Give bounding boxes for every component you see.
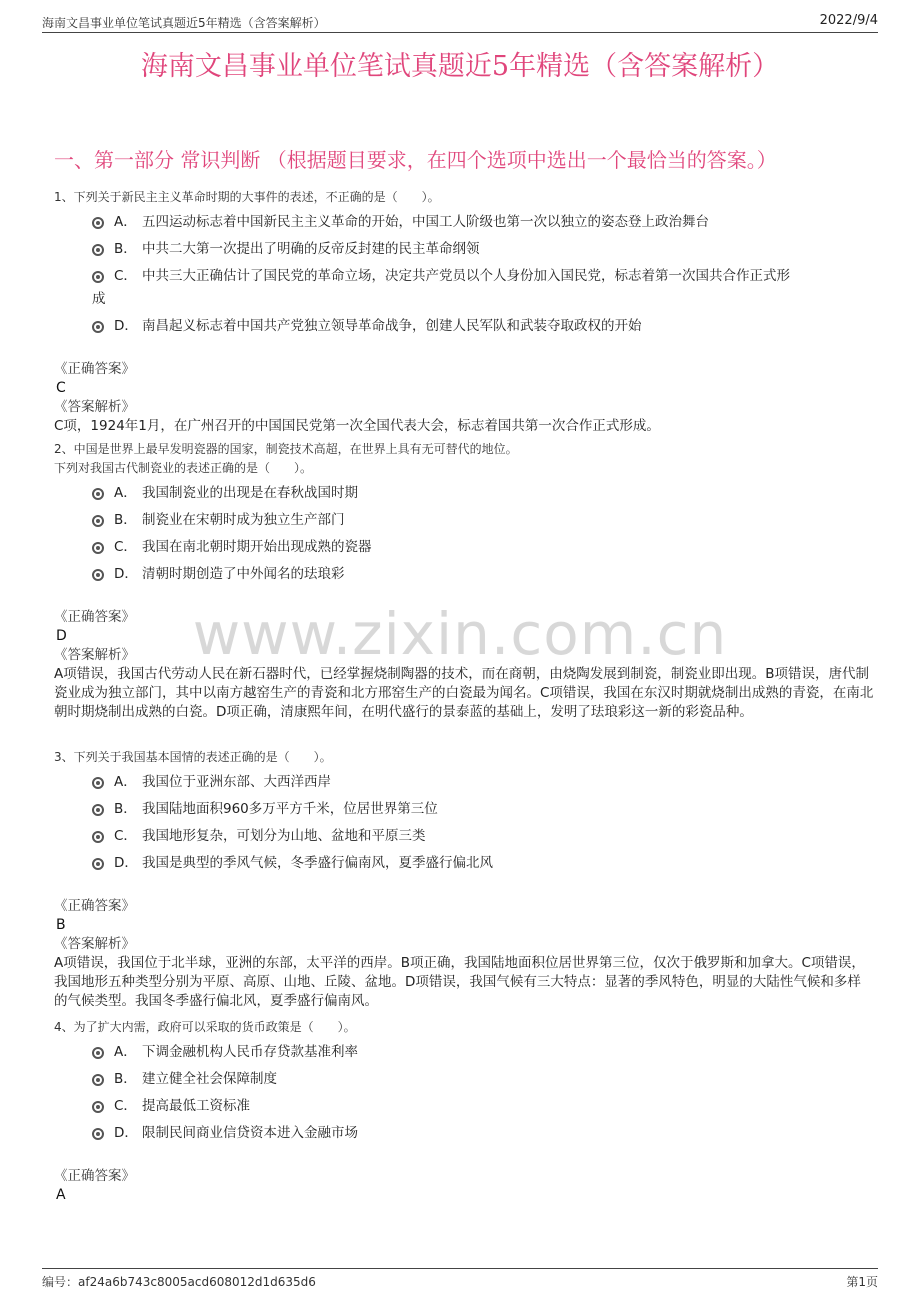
radio-icon[interactable] [92,1101,104,1113]
question-stem-2: 下列对我国古代制瓷业的表述正确的是（ ）。 [54,461,313,475]
question-1 [54,188,874,436]
radio-icon[interactable] [92,1074,104,1086]
header-title: 海南文昌事业单位笔试真题近5年精选（含答案解析） [42,16,326,30]
question-stem: 2、中国是世界上最早发明瓷器的国家，制瓷技术高超，在世界上具有无可替代的地位。 [54,442,518,456]
radio-icon[interactable] [92,831,104,843]
option-c[interactable] [54,536,874,559]
question-stem: 1、下列关于新民主主义革命时期的大事件的表述，不正确的是（ ）。 [54,190,440,204]
option-key: C． [114,539,137,555]
analysis-label: 《答案解析》 [54,647,135,663]
option-a[interactable] [54,211,874,234]
radio-icon[interactable] [92,542,104,554]
correct-answer: C [56,380,66,396]
answer-label: 《正确答案》 [54,898,135,914]
radio-icon[interactable] [92,777,104,789]
option-key: D． [114,1125,138,1141]
option-text-continued: 成 [92,291,106,307]
option-text: 南昌起义标志着中国共产党独立领导革命战争，创建人民军队和武装夺取政权的开始 [142,318,642,334]
correct-answer: D [56,628,67,644]
option-text: 我国在南北朝时期开始出现成熟的瓷器 [142,539,372,555]
analysis-text: A项错误，我国位于北半球，亚洲的东部，太平洋的西岸。B项正确，我国陆地面积位居世界第三位，仅次于俄罗斯和加拿大。C项错误，我国地形五种类型分别为平原、高原、山地、丘陵、盆地。D项错误，我国气候有三大特点：显著的季风特色，明显的大陆性气候和多样的气候类型。我国冬季盛行偏北风，夏季盛行偏南风。 [54,955,865,1009]
option-key: A． [114,485,137,501]
page-number: 第1页 [846,1275,878,1289]
answer-label: 《正确答案》 [54,361,135,377]
option-d[interactable] [54,563,874,586]
option-a[interactable] [54,482,874,505]
option-key: B． [114,512,137,528]
option-c[interactable] [54,265,874,311]
option-d[interactable] [54,1122,874,1145]
option-text: 限制民间商业信贷资本进入金融市场 [142,1125,358,1141]
option-b[interactable] [54,798,874,821]
option-b[interactable] [54,509,874,532]
radio-icon[interactable] [92,217,104,229]
analysis-label: 《答案解析》 [54,399,135,415]
option-b[interactable] [54,238,874,261]
option-text: 我国是典型的季风气候，冬季盛行偏南风，夏季盛行偏北风 [142,855,493,871]
question-3 [54,748,874,1011]
answer-label: 《正确答案》 [54,1168,135,1184]
option-text: 下调金融机构人民币存贷款基准利率 [142,1044,358,1060]
radio-icon[interactable] [92,244,104,256]
watermark: www.zixin.com.cn [192,600,728,668]
option-key: D． [114,855,138,871]
option-key: A． [114,214,137,230]
option-c[interactable] [54,1095,874,1118]
radio-icon[interactable] [92,488,104,500]
question-stem: 4、为了扩大内需，政府可以采取的货币政策是（ ）。 [54,1020,356,1034]
option-text: 制瓷业在宋朝时成为独立生产部门 [142,512,345,528]
answer-label: 《正确答案》 [54,609,135,625]
radio-icon[interactable] [92,569,104,581]
correct-answer: A [56,1187,66,1203]
option-key: D． [114,566,138,582]
option-text: 我国陆地面积960多万平方千米，位居世界第三位 [142,801,438,817]
page-footer [42,1268,878,1291]
option-text: 提高最低工资标准 [142,1098,250,1114]
option-d[interactable] [54,315,874,338]
option-key: A． [114,1044,137,1060]
option-text: 清朝时期创造了中外闻名的珐琅彩 [142,566,345,582]
document-title: 海南文昌事业单位笔试真题近5年精选（含答案解析） [140,51,780,82]
option-text: 我国位于亚洲东部、大西洋西岸 [142,774,331,790]
analysis-label: 《答案解析》 [54,936,135,952]
option-key: C． [114,1098,137,1114]
radio-icon[interactable] [92,515,104,527]
question-4 [54,1018,874,1205]
document-id: 编号：af24a6b743c8005acd608012d1d635d6 [42,1275,316,1289]
radio-icon[interactable] [92,858,104,870]
option-key: A． [114,774,137,790]
option-key: B． [114,1071,137,1087]
option-text: 我国地形复杂，可划分为山地、盆地和平原三类 [142,828,426,844]
page-header [42,10,878,33]
option-a[interactable] [54,1041,874,1064]
option-text: 中共二大第一次提出了明确的反帝反封建的民主革命纲领 [142,241,480,257]
question-stem: 3、下列关于我国基本国情的表述正确的是（ ）。 [54,750,332,764]
radio-icon[interactable] [92,271,104,283]
option-key: B． [114,241,137,257]
radio-icon[interactable] [92,1128,104,1140]
header-date: 2022/9/4 [819,13,878,28]
option-key: B． [114,801,137,817]
option-key: C． [114,828,137,844]
radio-icon[interactable] [92,1047,104,1059]
analysis-text: C项，1924年1月，在广州召开的中国国民党第一次全国代表大会，标志着国共第一次合作正式形成。 [54,418,660,434]
option-key: C． [114,268,137,284]
option-a[interactable] [54,771,874,794]
question-2 [54,440,874,722]
option-text: 五四运动标志着中国新民主主义革命的开始，中国工人阶级也第一次以独立的姿态登上政治舞台 [142,214,709,230]
option-c[interactable] [54,825,874,848]
option-b[interactable] [54,1068,874,1091]
radio-icon[interactable] [92,321,104,333]
option-text: 我国制瓷业的出现是在春秋战国时期 [142,485,358,501]
analysis-text: A项错误，我国古代劳动人民在新石器时代，已经掌握烧制陶器的技术，而在商朝，由烧陶发展到制瓷，制瓷业即出现。B项错误，唐代制瓷业成为独立部门，其中以南方越窑生产的青瓷和北方邢窑生产的白瓷最为闻名。C项错误，我国在东汉时期就烧制出成熟的青瓷，在南北朝时期烧制出成熟的白瓷。D项正确，清康熙年间，在明代盛行的景泰蓝的基础上，发明了珐琅彩这一新的彩瓷品种。 [54,666,874,720]
option-text: 建立健全社会保障制度 [142,1071,277,1087]
section-heading: 一、第一部分 常识判断 （根据题目要求，在四个选项中选出一个最恰当的答案。） [54,148,777,172]
radio-icon[interactable] [92,804,104,816]
correct-answer: B [56,917,66,933]
option-text: 中共三大正确估计了国民党的革命立场，决定共产党员以个人身份加入国民党，标志着第一次国共合作正式形 [142,268,790,284]
option-key: D． [114,318,138,334]
option-d[interactable] [54,852,874,875]
